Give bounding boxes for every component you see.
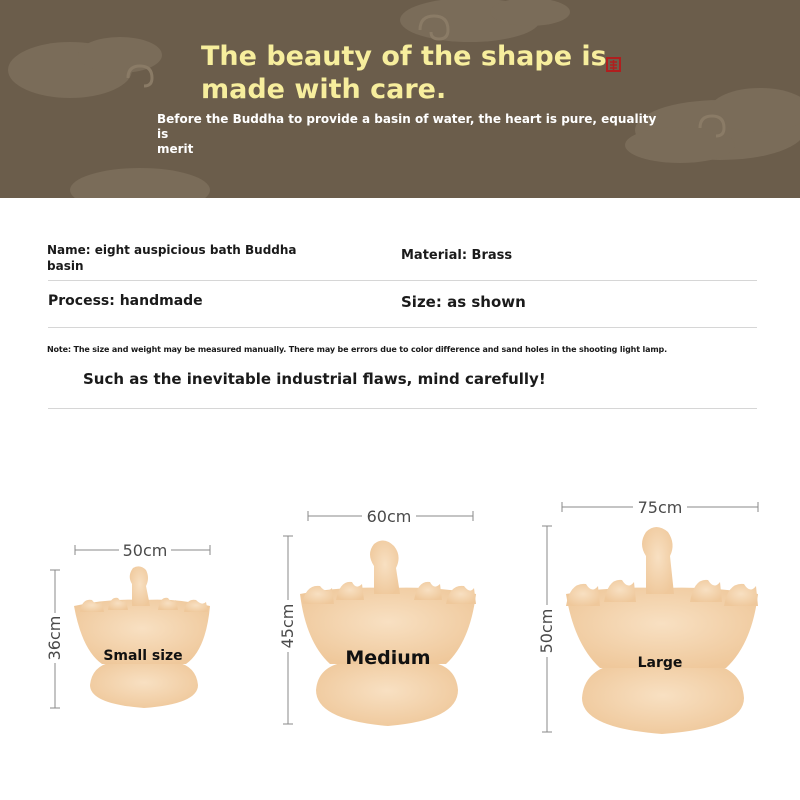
small-size-label: Small size [103,648,183,664]
banner-title-line1: The beauty of the shape is [201,41,607,72]
banner-subtitle-line2: merit [157,142,194,156]
spec-process: Process: handmade [48,293,203,309]
medium-height-label: 45cm [278,603,297,649]
spec-name-line2: basin [47,259,84,273]
basin-medium-silhouette [300,540,476,726]
basin-small [45,540,210,708]
large-size-label: Large [637,655,683,671]
basin-large-silhouette [566,527,758,734]
spec-name-line1: Name: eight auspicious bath Buddha [47,243,297,257]
basin-medium [278,506,476,726]
flaws-notice: Such as the inevitable industrial flaws, mind carefully! [83,370,546,388]
medium-size-label: Medium [345,647,431,669]
large-width-label: 75cm [637,498,683,517]
small-height-label: 36cm [45,615,64,661]
medium-width-label: 60cm [366,507,412,526]
large-height-label: 50cm [537,608,556,654]
banner-title-line2: made with care. [201,74,447,105]
small-width-label: 50cm [122,541,168,560]
spec-size: Size: as shown [401,293,526,311]
banner-subtitle-line1: Before the Buddha to provide a basin of water, the heart is pure, equality is [157,112,657,141]
basin-large [537,497,758,734]
measurement-note: Note: The size and weight may be measured manually. There may be errors due to color difference and sand holes in the shooting light lamp. [47,345,667,354]
basin-small-silhouette [74,566,210,708]
spec-material: Material: Brass [401,248,513,263]
